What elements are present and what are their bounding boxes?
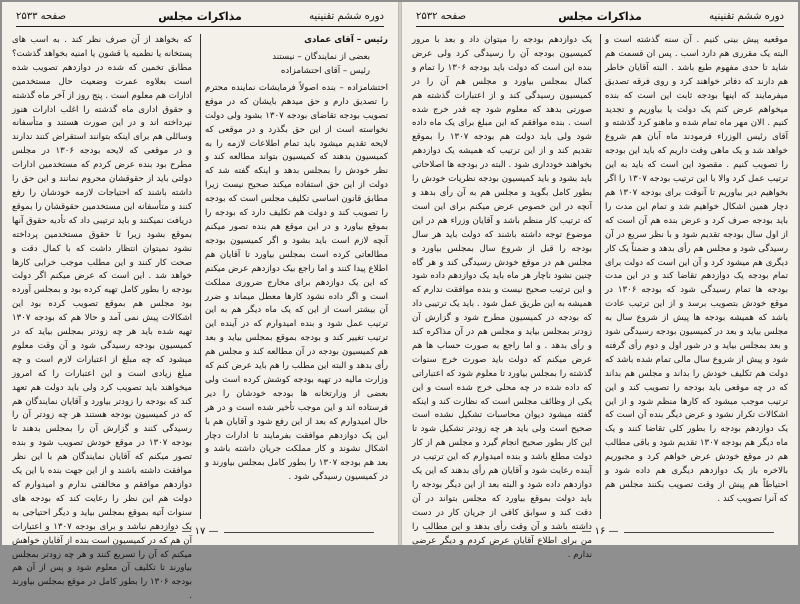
left-page-right-column [205, 34, 388, 519]
page-label: صفحه ۲۵۳۲ [416, 11, 467, 22]
left-page [2, 2, 398, 602]
right-page-left-column [412, 34, 592, 560]
page-number: — ۱۶ — [402, 525, 798, 539]
left-page-left-column [12, 34, 193, 602]
right-page [402, 2, 798, 560]
name-block [205, 50, 388, 78]
book-spread [2, 2, 798, 602]
name-line: بعضی از نمایندگان – نیستند [272, 51, 370, 62]
running-title: مذاکرات مجلس [558, 10, 642, 23]
right-page-header [416, 8, 784, 27]
left-page-header [16, 8, 384, 27]
speech-text: یک دوازدهم بودجه را میتوان داد و بعد با مرور کمیسیون بودجه آن را رسیدگی کرد ولی عرض بنده این است که دولت باید بودجه ۱۳۰۶ را تمام و کمال بمجلس بیاورد و مجلس هم آن را در کمیسیون رسیدگی کند و از اعتبارات گذشته هم صورتی بدهد که معلوم شود چه قدر خرج شده است . بنده موافقم که این مبلغ برای یک ماه داده شود ولی باید دولت هم بودجه ۱۳۰۷ را بموقع تقدیم کند و از این ترتیب که همیشه یک دوازدهم بخواهند خودداری شود . البته در بودجه ها اصلاحاتی باید بشود و باید کمیسیون بودجه نظریات خودش را بطور کامل بگوید و مجلس هم به آن رأی بدهد و آنچه در این خصوص عرض میکنم برای این است که ترتیب کار منظم باشد و آقایان وزراء هم در این موضوع توجه داشته باشند که دولت باید هر سال بودجه را قبل از شروع سال بمجلس بیاورد و مجلس هم در موقع خودش رسیدگی کند و هر گاه چنین نشود ناچار هر ماه باید یک دوازدهم داده شود و این ترتیب صحیح نیست و بنده موافقت ندارم که همیشه به این طریق عمل شود . باید یک ترتیبی داد که بودجه در کمیسیون مطرح شود و گزارش آن زودتر بمجلس بیاید و مجلس هم در آن مذاکره کند و رأی بدهد . و اما راجع به صورت حساب ها هم عرض میکنم که دولت باید صورت خرج سنوات گذشته را بمجلس بیاورد تا معلوم شود که اعتباراتی که داده شده در چه محلی خرج شده است و این یکی از وظائف مجلس است که نظارت کند و اینکه گفته میشود دیوان محاسبات تشکیل نشده است صحیح است ولی باید هر چه زودتر تشکیل شود تا این کار بطور صحیح انجام گیرد و مجلس هم از کار دولت مطلع باشد و بنده امیدوارم که این ترتیب در آینده رعایت شود و آقایان هم رأی بدهند که این یک دوازدهم داده شود و البته بعد از این دیگر بودجه را باید دولت بموقع بیاورد که مجلس بتواند در آن دقت کند و سوابق کافی از جریان کار در دست داشته باشد و آن وقت رأی بدهد و این مطالب را من برای اطلاع آقایان عرض کردم و دیگر عرضی ندارم . [412, 35, 592, 560]
speech-text: موقعیه پیش بینی کنیم . آن سنه گذشته است و البته یک مقرری هم دارد اسب . پس ان قسمت هم شاید تا حدی مفهوم طبع باشد . البته آقایان خاطر هم دارند که دفاتر خواهند کرد و روی فرقه تصدیق میفرمایند که اینها بودجه ثابت این است که بنده میخواهم عرض کنم یک دولت یا بیاوریم و تجدید کنیم . الان مهر ماه تمام شده و ماهنو کرد گذشته و آقای رئیس الوزراء فرمودند ماه آبان هم شروع خواهد شد و یک ماهی وقت داریم که باید این بودجه را تصویب کنیم . مقصود این است که باید به این ترتیب عمل کرد والا با این ترتیب بودجه ۱۳۰۷ را اگر بخواهیم دیر بیاوریم تا آنوقت برای بودجه ۱۳۰۷ هم دچار همین اشکال خواهیم شد و تمام این مدت را باید بودجه صرف کرد و عرض بنده هم آن است که از اول سال بودجه تقدیم شود و با نظر سریع در آن رسیدگی شود و مجلس هم رأی بدهد و ضمناً یک کار دیگری هم میشود کرد و آن این است که دولت برای تمام بودجه یک دوازدهم تقاضا کند و در این مدت بودجه ها تمام رسیدگی شود که بودجه ۱۳۰۶ در موقع خودش بتصویب برسد و از این ترتیب عادت باشد که همیشه بودجه ها پیش از شروع سال به مجلس بیاید و بعد در کمیسیون بودجه رسیدگی شود و بعد بمجلس بیاید و در شور اول و دوم رأی گرفته شود و پیش از شروع سال مالی تمام شده باشد که دولت هم تکلیف خودش را بداند و مجلس هم بداند که در چه موقعی باید بودجه را تصویب کند و این ترتیب موجب میشود که کارها منظم شود و از این اشکالات تکرار نشود و عرض دیگر بنده آن است که یک دوازدهم بودجه را بطور کلی تقاضا کنند و یک ماه دیگر هم بودجه ۱۳۰۷ تقدیم شود و باقی مطالب هم در موقع خودش عرض خواهم کرد و مجبوریم بالاخره باز یک دوازدهم دیگری هم داده شود و احتیاطاً هم پیش از وقت تصویب بکنند مجلس هم که آنرا تصویب کند . [605, 35, 789, 504]
column-divider [600, 34, 601, 519]
speech-text: که بخواهد از آن صرف نظر کند . به اسب های پستخانه یا نظمیه یا قشون یا امنیه بخواهد گذشت؟ مطابق تخمین که شده در دوازدهم تصویب شده است بعلاوه عمرت وضعیت حال مستخدمین ادارات هم معلوم است . پنج روز از آخر ماه گذشته و حقوق اداری ماه گذشته را اغلب ادارات هنوز نپرداخته اند و در این صورت هستند و متأسفانه وسائلی هم برای اینکه بتوانند استقراض کنند ندارند و در موقعی که لایحه بودجه ۱۳۰۶ در مجلس مطرح بود بنده عرض کردم که مستخدمین ادارات دولتی باید از حقوقشان محروم نمانند و این حق را داشته باشند که احتیاجات لازمه خودشان را رفع کنند و متأسفانه این مستخدمین حقوقشان را بموقع دریافت نمیکنند و باید ترتیبی داد که تأدیه حقوق آنها بموقع بشود زیرا تا حقوق مستخدمین پرداخته نشود نمیتوان انتظار داشت که با کمال دقت و صحت کار کنند و این مطلب موجب خرابی کارها خواهد شد . این است که عرض میکنم اگر دولت بودجه را بطور کامل تهیه کرده بود و بمجلس آورده بود مجلس هم بموقع تصویب کرده بود این اشکالات پیش نمی آمد و حالا هم که بودجه ۱۳۰۷ تهیه شده باید هر چه زودتر بمجلس بیاید که در کمیسیون بودجه رسیدگی شود و آن وقت معلوم میشود که چه مبلغ از اعتبارات لازم است و چه مبلغ زیادی است و این اعتبارات را که امروز میخواهند باید تصویب کرد ولی باید دولت هم تعهد کند که بودجه را زودتر بیاورد و آقایان نمایندگان هم که در کمیسیون بودجه هستند هر چه زودتر آن را رسیدگی کنند و گزارش آن را بمجلس بدهند تا بودجه ۱۳۰۷ در موقع خودش تصویب شود و بنده تصور میکنم که آقایان نمایندگان هم با این نظر موافقت داشته باشند و از این جهت بنده با این یک دوازدهم موافقم و مخالفتی ندارم و امیدوارم که دولت هم این نظر را رعایت کند که بودجه های سنوات آتیه بموقع بمجلس بیاید و دیگر احتیاجی به یک دوازدهم نباشد و برای بودجه ۱۳۰۷ و اعتبارات آن هم که در کمیسیون است بنده از آقایان خواهش میکنم که آن را تسریع کنند و هر چه زودتر بمجلس بیاورند تا تکلیف آن معلوم شود و پس از آن هم بودجه ۱۳۰۶ را بطور کامل در موقع بمجلس بیاورند . [12, 35, 193, 602]
speaker-line: رئیس – آقای عمادی [304, 35, 388, 45]
page-number: — ۱۷ — [2, 525, 398, 539]
session-label: دوره ششم تقنینیه [309, 11, 384, 22]
running-title: مذاکرات مجلس [158, 10, 242, 23]
speech-text: احتشامزاده – بنده اصولاً فرمایشات نماینده محترم را تصدیق دارم و حق میدهم بایشان که در موقع تصویب بودجه تقاضای بودجه ۱۳۰۷ بشود ولی دولت نخواسته است از این حق بگذرد و در موقعی که لایحه تقدیم میشود باید تمام اطلاعات لازمه را به کمیسیون بدهند که کمیسیون بتواند مطالعه کند و نظر خودش را بمجلس بدهد و اینکه گفته شد که دولت از این حق استفاده میکند صحیح نیست زیرا مطابق قانون اساسی تکلیف مجلس است که بودجه را تصویب کند و دولت هم تکلیف دارد که بودجه را بموقع بیاورد و در این موقع هم بنده تصور میکنم آنچه لازم است باید بشود و اگر کمیسیون بودجه مطالعاتی کرده است بمجلس بیاورد تا آقایان هم اطلاع پیدا کنند و اما راجع بیک دوازدهم عرض میکنم که این یک دوازدهم برای مخارج ضروری مملکت است و اگر داده نشود کارها معطل میماند و ضرر آن بیشتر است از این که یک ماه دیگر هم به این ترتیب عمل شود و بنده امیدوارم که در آینده این ترتیب تغییر کند و بودجه بموقع بمجلس بیاید و بعد هم کمیسیون بودجه در آن مطالعه کند و مجلس هم رأی بدهد و البته این مطلب را هم باید عرض کنم که وزارت مالیه در تهیه بودجه کوشش کرده است ولی بعضی از وزارتخانه ها بودجه خودشان را دیر فرستاده اند و این موجب تأخیر شده است و در هر حال امیدوارم که بعد از این رفع شود و آقایان هم با این یک دوازدهم موافقت بفرمایند تا ادارات دچار اشکال نشوند و کار مملکت جریان داشته باشد و بعد هم بودجه ۱۳۰۷ را بطور کامل بمجلس بیاورند و در کمیسیون رسیدگی شود . [205, 82, 388, 483]
name-line: رئیس – آقای احتشامزاده [280, 65, 370, 76]
column-divider [200, 34, 201, 519]
page-label: صفحه ۲۵۳۳ [16, 11, 67, 22]
session-label: دوره ششم تقنینیه [709, 11, 784, 22]
right-page-right-column [605, 34, 788, 519]
